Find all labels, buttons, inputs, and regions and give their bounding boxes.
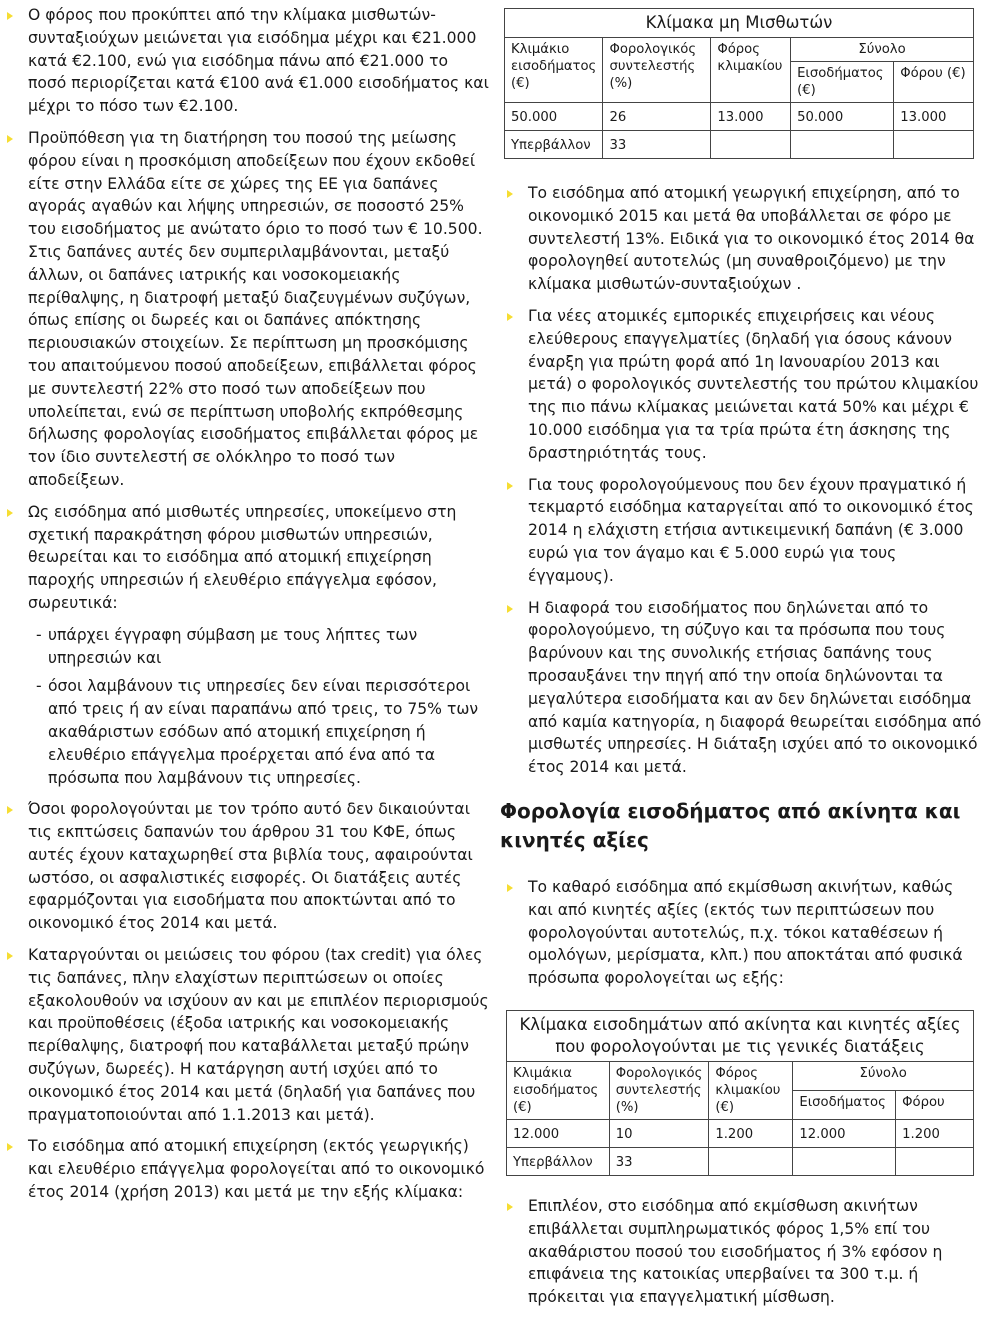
dash-marker: - — [36, 625, 42, 644]
cell-total-income: 12.000 — [793, 1120, 896, 1148]
bullet-item — [500, 597, 982, 779]
bullet-text: Ως εισόδημα από μισθωτές υπηρεσίες, υποκείμενο στη σχετική παρακράτηση φόρου μισθωτών υπηρεσιών, θεωρείται και το εισόδημα από ατομική επιχείρηση παροχής υπηρεσιών ή ελευθέριο επάγγελμα εφόσον, σωρευτικά: — [28, 502, 457, 612]
bullet-text: Για νέες ατομικές εμπορικές επιχειρήσεις και νέους ελεύθερους επαγγελματίες (δηλαδή για όσους κάνουν έναρξη για πρώτη φορά από 1η Ιανουαρίου 2013 και μετά) ο φορολογικός συντελεστής του πρώτου κλιμακίου της πιο πάνω κλίμακας μειώνεται κατά 50% και μέχρι € 10.000 εισόδημα για τα τρία πρώτα έτη άσκησης της δραστηριότητάς τους. — [528, 306, 979, 462]
header-bracket-tax: Φόρος κλιμακίου — [711, 38, 791, 103]
cell-total-tax: 1.200 — [896, 1120, 974, 1148]
header-total-income: Εισοδήματος — [793, 1091, 896, 1120]
bullet-text: Για τους φορολογούμενους που δεν έχουν πραγματικό ή τεκμαρτό εισόδημα καταργείται από το οικονομικό έτος 2014 η ελάχιστη ετήσια αντικειμενική δαπάνη (€ 3.000 ευρώ για τον άγαμο και € 5.000 ευρώ για τους έγγαμους). — [528, 475, 974, 585]
bullet-marker-icon — [507, 482, 513, 490]
bullet-marker-icon — [507, 313, 513, 321]
cell-bracket-tax — [709, 1148, 793, 1176]
bullet-item — [500, 305, 982, 465]
bullet-text: Επιπλέον, στο εισόδημα από εκμίσθωση ακινήτων επιβάλλεται συμπληρωματικός φόρος 1,5% επί του ακαθάριστου ποσού του εισοδήματος ή 3% εφόσον η επιφάνεια της κατοικίας υπερβαίνει τα 300 τ.μ. ή πρόκειται για επαγγελματική μίσθωση. — [528, 1197, 943, 1307]
header-total: Σύνολο — [793, 1062, 974, 1091]
bullet-marker-icon — [507, 1203, 513, 1211]
cell-total-tax — [894, 131, 974, 159]
sub-list-item — [0, 675, 490, 789]
bullet-text: Όσοι φορολογούνται με τον τρόπο αυτό δεν δικαιούνται τις εκπτώσεις δαπανών του άρθρου 31 του ΚΦΕ, όπως αυτές έχουν καταχωρηθεί στα βιβλία τους, αφαιρούνται ωστόσο, οι ασφαλιστικές εισφορές. Οι διατάξεις αυτές εφαρμόζονται για εισοδήματα που αποκτώνται από το οικονομικό έτος 2014 και μετά. — [28, 800, 473, 933]
bullet-text: Καταργούνται οι μειώσεις του φόρου (tax credit) για όλες τις δαπάνες, πλην ελαχίστων περιπτώσεων οι οποίες εξακολουθούν να ισχύουν αν και με επιπλέον περιορισμούς και προϋποθέσεις (έξοδα ιατρικής και νοσοκομειακής περίθαλψης, διατροφή που καταβάλλεται μεταξύ πρώην συζύγων, δωρεές). Η κατάργηση αυτή ισχύει από το οικονομικό έτος 2014 και μετά (δηλαδή για δαπάνες που πραγματοποιούνται από 1.1.2013 και μετά). — [28, 946, 489, 1124]
bullet-item — [500, 876, 982, 990]
cell-bracket-tax: 13.000 — [711, 103, 791, 131]
header-total-income: Εισοδήματος (€) — [791, 62, 894, 103]
header-total-tax: Φόρου (€) — [894, 62, 974, 103]
property-income-tax-table — [506, 1010, 974, 1176]
bullet-item — [0, 944, 490, 1126]
sub-list-item — [0, 624, 490, 670]
bullet-marker-icon — [507, 884, 513, 892]
cell-bracket: 12.000 — [507, 1120, 610, 1148]
cell-rate: 10 — [609, 1120, 709, 1148]
sub-list-text: όσοι λαμβάνουν τις υπηρεσίες δεν είναι περισσότεροι από τρεις ή αν είναι παραπάνω από τρεις, το 75% των ακαθάριστων εσόδων από ατομική επιχείρηση ή ελευθέριο επάγγελμα προέρχεται από ένα από τα πρόσωπα που λαμβάνουν τις υπηρεσίες. — [48, 677, 479, 787]
header-bracket: Κλιμάκια εισοδήματος (€) — [507, 1062, 610, 1120]
bullet-marker-icon — [507, 190, 513, 198]
table-title: Κλίμακα μη Μισθωτών — [505, 9, 974, 38]
cell-total-income: 50.000 — [791, 103, 894, 131]
header-bracket-tax: Φόρος κλιμακίου (€) — [709, 1062, 793, 1120]
table-title: Κλίμακα εισοδημάτων από ακίνητα και κινητές αξίες που φορολογούνται με τις γενικές διατάξεις — [507, 1011, 974, 1062]
bullet-marker-icon — [7, 12, 13, 20]
header-total: Σύνολο — [791, 38, 974, 62]
cell-total-tax — [896, 1148, 974, 1176]
cell-rate: 26 — [603, 103, 711, 131]
left-column — [0, 4, 490, 1213]
sub-list-text: υπάρχει έγγραφη σύμβαση με τους λήπτες των υπηρεσιών και — [48, 625, 418, 667]
bullet-marker-icon — [7, 806, 13, 814]
header-bracket: Κλιμάκιο εισοδήματος (€) — [505, 38, 603, 103]
cell-bracket: Υπερβάλλον — [505, 131, 603, 159]
bullet-item — [500, 474, 982, 588]
bullet-text: Η διαφορά του εισοδήματος που δηλώνεται από το φορολογούμενο, τη σύζυγο και τα πρόσωπα που τους βαρύνουν και της συνολικής ετήσιας δαπάνης τους προσαυξάνει την πηγή από την οποία δηλώνονται τα μεγαλύτερα εισοδήματα και αν δεν δηλώνεται εισόδημα από καμία κατηγορία, η διαφορά θεωρείται εισόδημα από μισθωτές υπηρεσίες. Η διάταξη ισχύει από το οικονομικό έτος 2014 και μετά. — [528, 598, 982, 777]
dash-marker: - — [36, 677, 42, 696]
cell-total-income — [791, 131, 894, 159]
cell-rate: 33 — [609, 1148, 709, 1176]
table-row — [505, 103, 974, 131]
bullet-text: Το εισόδημα από ατομική γεωργική επιχείρηση, από το οικονομικό 2015 και μετά θα υποβάλλεται σε φόρο με συντελεστή 13%. Ειδικά για το οικονομικό έτος 2014 θα φορολογηθεί αυτοτελώς (μη συναθροιζόμενο) με την κλίμακα μισθωτών-συνταξιούχων . — [528, 184, 975, 294]
cell-rate: 33 — [603, 131, 711, 159]
header-total-tax: Φόρου — [896, 1091, 974, 1120]
bullet-marker-icon — [7, 1143, 13, 1151]
table-row — [505, 131, 974, 159]
bullet-text: Ο φόρος που προκύπτει από την κλίμακα μισθωτών-συνταξιούχων μειώνεται για εισόδημα μέχρι και €21.000 κατά €2.100, ενώ για εισόδημα πάνω από €21.000 το ποσό περιορίζεται κατά €100 ανά €1.000 εισοδήματος και μέχρι το πόσο των €2.100. — [28, 6, 489, 116]
bullet-item — [500, 1195, 982, 1309]
bullet-item — [0, 798, 490, 935]
cell-total-income — [793, 1148, 896, 1176]
bullet-marker-icon — [7, 509, 13, 517]
cell-bracket: Υπερβάλλον — [507, 1148, 610, 1176]
bullet-item — [0, 127, 490, 492]
cell-bracket-tax — [711, 131, 791, 159]
cell-total-tax: 13.000 — [894, 103, 974, 131]
table-row — [507, 1148, 974, 1176]
header-rate: Φορολογικός συντελεστής (%) — [603, 38, 711, 103]
bullet-text: Το καθαρό εισόδημα από εκμίσθωση ακινήτων, καθώς και από κινητές αξίες (εκτός των περιπτώσεων που φορολογούνται αυτοτελώς, π.χ. τόκοι καταθέσεων ή ομολόγων, μερίσματα, κλπ.) που αποκτάται από φυσικά πρόσωπα φορολογείται ως εξής: — [528, 878, 963, 988]
bullet-marker-icon — [507, 605, 513, 613]
cell-bracket-tax: 1.200 — [709, 1120, 793, 1148]
table-row — [507, 1120, 974, 1148]
bullet-item — [0, 1135, 490, 1203]
bullet-item — [500, 182, 982, 296]
section-heading: Φορολογία εισοδήματος από ακίνητα και κινητές αξίες — [500, 799, 961, 852]
bullet-item — [0, 4, 490, 118]
non-employees-tax-table — [504, 8, 974, 159]
bullet-text: Το εισόδημα από ατομική επιχείρηση (εκτός γεωργικής) και ελευθέριο επάγγελμα φορολογείται από το οικονομικό έτος 2014 (χρήση 2013) και μετά με την εξής κλίμακα: — [28, 1137, 485, 1202]
bullet-marker-icon — [7, 135, 13, 143]
cell-bracket: 50.000 — [505, 103, 603, 131]
header-rate: Φορολογικός συντελεστής (%) — [609, 1062, 709, 1120]
bullet-text: Προϋπόθεση για τη διατήρηση του ποσού της μείωσης φόρου είναι η προσκόμιση αποδείξεων που έχουν εκδοθεί είτε στην Ελλάδα είτε σε χώρες της ΕΕ για δαπάνες αγοράς αγαθών και λήψης υπηρεσιών, σε ποσοστό 25% του εισοδήματος με ανώτατο όριο το ποσό των € 10.500. Στις δαπάνες αυτές δεν συμπεριλαμβάνονται, μεταξύ άλλων, οι δαπάνες ιατρικής και νοσοκομειακής περίθαλψης, η διατροφή μεταξύ διαζευγμένων συζύγων, όπως επίσης οι δωρεές και οι δαπάνες απόκτησης περιουσιακών στοιχείων. Σε περίπτωση μη προσκόμισης του απαιτούμενου ποσού αποδείξεων, επιβάλλεται φόρος με συντελεστή 22% στο ποσό των αποδείξεων που υπολείπεται, ενώ σε περίπτωση υποβολής εκπρόθεσμης δήλωσης φορολογίας εισοδήματος επιβάλλεται φόρος με τον ίδιο συντελεστή σε ολόκληρο το ποσό των αποδείξεων. — [28, 128, 483, 489]
bullet-marker-icon — [7, 952, 13, 960]
bullet-item — [0, 501, 490, 615]
